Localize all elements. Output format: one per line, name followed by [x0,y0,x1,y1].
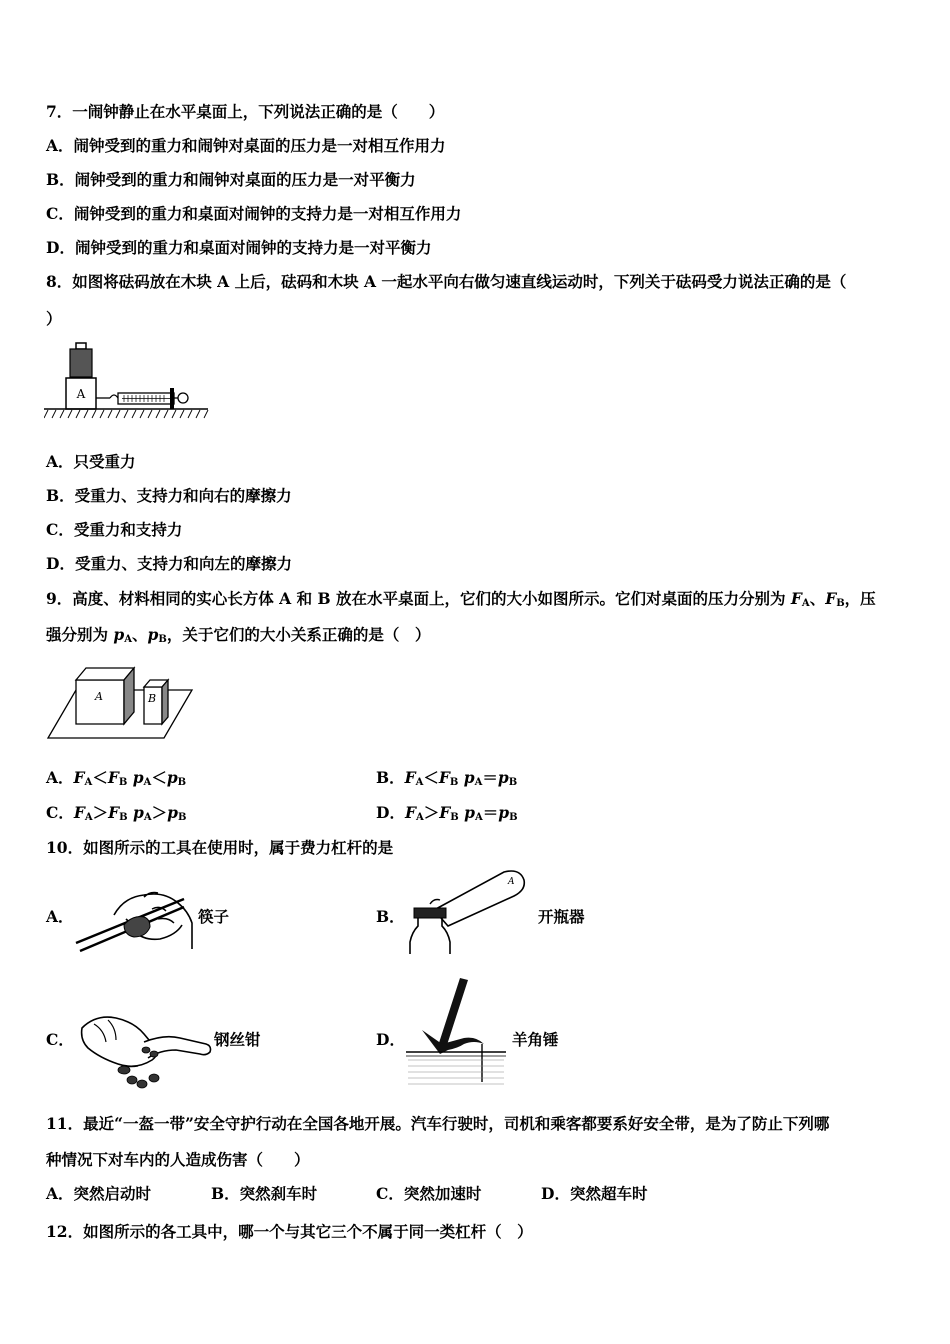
q8-figure-block-spring-scale [44,340,210,426]
q9-stem-line2: 强分别为 $p_A$、$p_B$，关于它们的大小关系正确的是（ ） [46,625,431,645]
q11-option-b: B．突然刹车时 [211,1184,318,1203]
q10-option-c-name: 钢丝钳 [214,1030,261,1049]
q11-option-d: D．突然超车时 [541,1184,648,1203]
q10-option-c-letter: C． [46,1030,74,1049]
q7-option-a: A．闹钟受到的重力和闹钟对桌面的压力是一对相互作用力 [46,136,446,155]
q10-chopsticks-figure [74,875,198,959]
q10-option-b-letter: B． [376,907,405,926]
q9-figure-blocks [46,660,194,742]
q9-stem-line1: 9．高度、材料相同的实心长方体 A 和 B 放在水平桌面上，它们的大小如图所示。它们对桌面的压力分别为 $F_A$、$F_B$，压 [46,589,876,609]
q8-stem-line1: 8．如图将砝码放在木块 A 上后，砝码和木块 A 一起水平向右做匀速直线运动时，下列关于砝码受力说法正确的是（ [46,272,847,291]
q10-option-a-letter: A． [46,907,74,926]
q7-option-b: B．闹钟受到的重力和闹钟对桌面的压力是一对平衡力 [46,170,416,189]
q7-stem: 7．一闹钟静止在水平桌面上，下列说法正确的是（ ） [46,102,445,121]
q11-stem-line1: 11．最近“一盔一带”安全守护行动在全国各地开展。汽车行驶时，司机和乘客都要系好安全带，是为了防止下列哪 [46,1114,830,1133]
q11-option-a: A．突然启动时 [46,1184,152,1203]
q10-option-d-name: 羊角锤 [512,1030,559,1049]
q8-option-a: A．只受重力 [46,452,136,471]
q10-claw-hammer-figure [404,974,508,1090]
q8-option-b: B．受重力、支持力和向右的摩擦力 [46,486,292,505]
q10-option-a-name: 筷子 [198,907,230,926]
q12-stem: 12．如图所示的各工具中，哪一个与其它三个不属于同一类杠杆（ ） [46,1222,533,1241]
q9-block-a-label: A [95,690,103,703]
q8-option-c: C．受重力和支持力 [46,520,183,539]
q9-option-b: B．$F_A<F_B$ $p_A=p_B$ [376,768,518,788]
q10-opener-mark: A [508,877,515,887]
q11-stem-line2: 种情况下对车内的人造成伤害（ ） [46,1150,310,1169]
q7-option-c: C．闹钟受到的重力和桌面对闹钟的支持力是一对相互作用力 [46,204,462,223]
q8-stem-line2: ） [46,309,62,328]
q10-stem: 10．如图所示的工具在使用时，属于费力杠杆的是 [46,838,394,857]
q10-pliers-figure [74,1008,212,1092]
q8-option-d: D．受重力、支持力和向左的摩擦力 [46,554,292,573]
q10-option-b-name: 开瓶器 [538,907,585,926]
q10-bottle-opener-figure [404,868,528,956]
q11-option-c: C．突然加速时 [376,1184,482,1203]
q10-option-d-letter: D． [376,1030,405,1049]
q9-option-a: A．$F_A<F_B$ $p_A<p_B$ [46,768,187,788]
q8-block-label: A [76,387,86,401]
q9-option-d: D．$F_A>F_B$ $p_A=p_B$ [376,803,518,823]
q9-option-c: C．$F_A>F_B$ $p_A>p_B$ [46,803,187,823]
q7-option-d: D．闹钟受到的重力和桌面对闹钟的支持力是一对平衡力 [46,238,432,257]
q9-block-b-label: B [148,692,157,705]
